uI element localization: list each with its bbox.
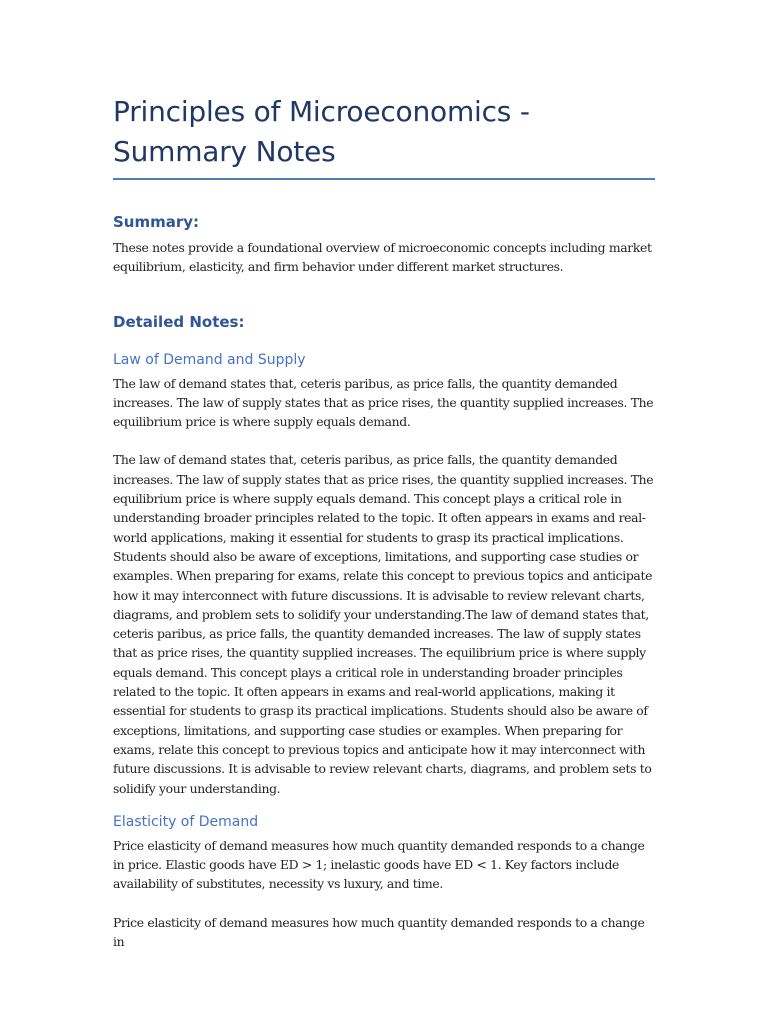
document-title: Principles of Microeconomics - Summary Notes <box>113 92 655 180</box>
summary-heading: Summary: <box>113 213 200 231</box>
section-paragraph: The law of demand states that, ceteris paribus, as price falls, the quantity demanded increases. The law of supply states that as price rises, the quantity supplied increases. The equilibrium price is where supply equals demand. <box>113 375 654 430</box>
section-paragraph: The law of demand states that, ceteris paribus, as price falls, the quantity demanded increases. The law of supply states that as price rises, the quantity supplied increases. The equilibrium price is where supply equals demand. This concept plays a critical role in understanding broader principles related to the topic. It often appears in exams and real-world applications, making it essential for students to grasp its practical implications. Students should also be aware of exceptions, limitations, and supporting case studies or examples. When preparing for exams, relate this concept to previous topics and anticipate how it may interconnect with future discussions. It is advisable to review relevant charts, diagrams, and problem sets to solidify your understanding.The law of demand states that, ceteris paribus, as price falls, the quantity demanded increases. The law of supply states that as price rises, the quantity supplied increases. The equilibrium price is where supply equals demand. This concept plays a critical role in understanding broader principles related to the topic. It often appears in exams and real-world applications, making it essential for students to grasp its practical implications. Students should also be aware of exceptions, limitations, and supporting case studies or examples. When preparing for exams, relate this concept to previous topics and anticipate how it may interconnect with future discussions. It is advisable to review relevant charts, diagrams, and problem sets to solidify your understanding. <box>113 452 654 796</box>
section-elasticity-of-demand <box>113 812 655 951</box>
section-law-of-demand-and-supply <box>113 350 655 798</box>
section-paragraph: Price elasticity of demand measures how much quantity demanded responds to a change in price. Elastic goods have ED > 1; inelastic goods have ED < 1. Key factors include availability of substitutes, necessity vs luxury, and time. <box>113 837 645 892</box>
detailed-notes-heading: Detailed Notes: <box>113 312 245 331</box>
summary-paragraph: These notes provide a foundational overview of microeconomic concepts including market equilibrium, elasticity, and firm behavior under different market structures. <box>113 240 652 275</box>
section-heading: Elasticity of Demand <box>113 813 259 830</box>
section-paragraph: Price elasticity of demand measures how much quantity demanded responds to a change in <box>113 914 645 950</box>
section-heading: Law of Demand and Supply <box>113 351 306 368</box>
